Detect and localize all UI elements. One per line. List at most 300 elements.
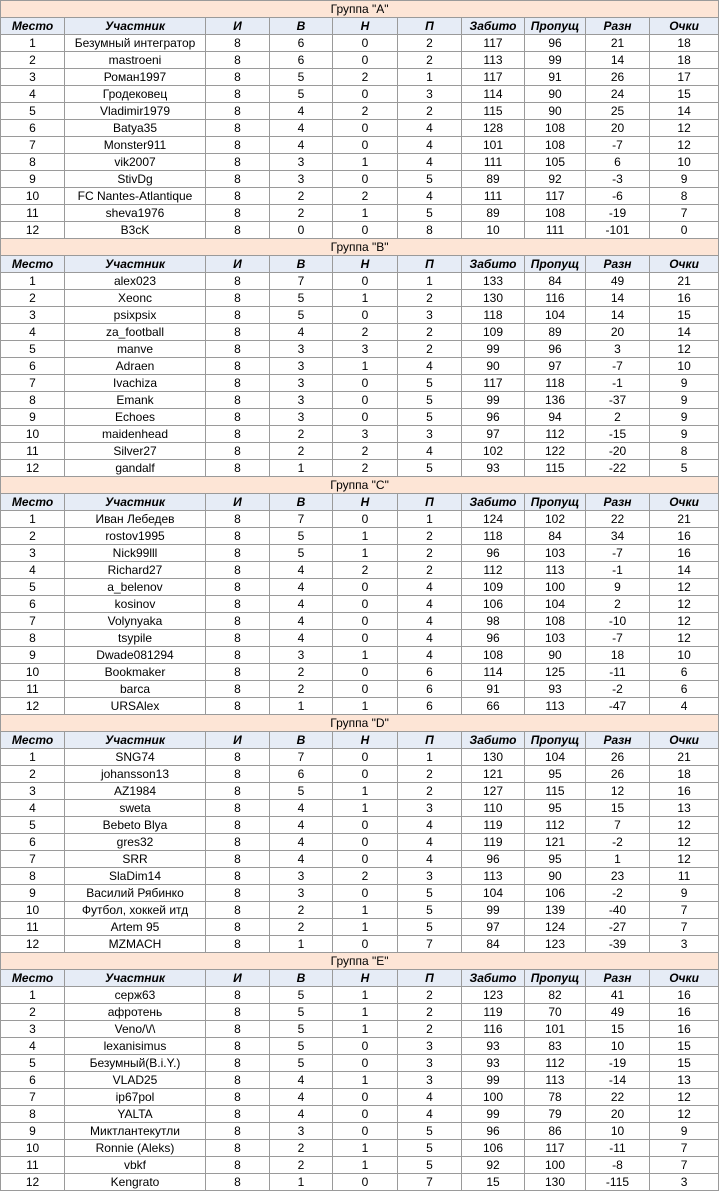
table-row [1,1055,719,1072]
participant-cell: Ivachiza [65,375,206,392]
table-cell: 12 [650,851,719,868]
table-cell: 16 [650,987,719,1004]
table-cell: 21 [650,273,719,290]
table-cell: 8 [206,120,270,137]
table-cell: 8 [206,749,270,766]
table-cell: 8 [1,392,65,409]
table-cell: 9 [1,885,65,902]
table-cell: 9 [650,1123,719,1140]
participant-cell: Гродековец [65,86,206,103]
table-cell: 3 [586,341,650,358]
table-cell: 0 [333,596,398,613]
table-cell: 11 [650,868,719,885]
table-cell: 0 [333,1123,398,1140]
table-cell: -19 [586,205,650,222]
table-cell: 1 [1,273,65,290]
table-cell: 119 [462,834,525,851]
table-cell: 4 [270,324,333,341]
table-cell: 1 [398,273,462,290]
table-cell: 94 [525,409,586,426]
table-cell: 12 [1,222,65,239]
table-cell: 4 [270,1106,333,1123]
table-cell: 0 [333,1174,398,1191]
participant-cell: rostov1995 [65,528,206,545]
table-cell: 12 [650,613,719,630]
table-cell: 9 [650,392,719,409]
participant-cell: Ronnie (Aleks) [65,1140,206,1157]
table-cell: 3 [270,358,333,375]
column-header: Разн [586,732,650,749]
table-cell: 0 [270,222,333,239]
table-cell: 5 [270,1021,333,1038]
table-row [1,817,719,834]
participant-cell: Echoes [65,409,206,426]
table-cell: 0 [333,137,398,154]
table-cell: 15 [586,1021,650,1038]
table-cell: 2 [1,528,65,545]
table-row [1,698,719,715]
table-cell: 90 [525,647,586,664]
table-row [1,205,719,222]
table-cell: 8 [1,630,65,647]
table-cell: 112 [525,817,586,834]
table-cell: 8 [206,936,270,953]
column-header: Разн [586,970,650,987]
table-cell: 41 [586,987,650,1004]
table-cell: 1 [270,1174,333,1191]
participant-cell: афротень [65,1004,206,1021]
table-cell: 4 [270,630,333,647]
table-cell: 66 [462,698,525,715]
table-cell: 114 [462,664,525,681]
participant-cell: maidenhead [65,426,206,443]
table-cell: 89 [525,324,586,341]
participant-cell: barca [65,681,206,698]
table-cell: 8 [206,35,270,52]
table-cell: 8 [206,613,270,630]
table-cell: 14 [586,307,650,324]
column-header: Участник [65,18,206,35]
table-cell: 21 [650,749,719,766]
group-title: Группа "A" [1,1,719,18]
table-row [1,358,719,375]
table-cell: 4 [398,613,462,630]
table-cell: 2 [333,188,398,205]
table-cell: 14 [586,290,650,307]
table-cell: 119 [462,817,525,834]
participant-cell: Безумный интегратор [65,35,206,52]
table-cell: 12 [1,460,65,477]
table-cell: 4 [398,1106,462,1123]
table-cell: 21 [586,35,650,52]
table-cell: 114 [462,86,525,103]
table-cell: 104 [525,307,586,324]
table-cell: 117 [462,35,525,52]
participant-cell: gres32 [65,834,206,851]
table-cell: 8 [206,1004,270,1021]
table-cell: 3 [270,885,333,902]
table-cell: 0 [333,86,398,103]
column-header: Очки [650,732,719,749]
table-cell: 7 [270,511,333,528]
participant-cell: ip67pol [65,1089,206,1106]
table-cell: 8 [206,222,270,239]
participant-cell: alex023 [65,273,206,290]
table-cell: 12 [650,630,719,647]
table-cell: 116 [462,1021,525,1038]
table-cell: 11 [1,1157,65,1174]
table-cell: 26 [586,749,650,766]
table-cell: 90 [525,103,586,120]
table-row [1,579,719,596]
table-cell: 8 [206,902,270,919]
table-cell: 8 [206,171,270,188]
table-cell: 123 [462,987,525,1004]
table-cell: 8 [206,86,270,103]
table-row [1,528,719,545]
participant-cell: Emank [65,392,206,409]
table-cell: 5 [398,1157,462,1174]
table-cell: 110 [462,800,525,817]
column-header: П [398,256,462,273]
table-cell: 0 [333,273,398,290]
table-cell: 2 [398,783,462,800]
table-cell: 12 [586,783,650,800]
column-header: Пропущ [525,18,586,35]
table-cell: 5 [398,902,462,919]
table-row [1,851,719,868]
table-cell: -101 [586,222,650,239]
participant-cell: Миктлантекутли [65,1123,206,1140]
participant-cell: Bebeto Blya [65,817,206,834]
table-cell: 3 [398,1055,462,1072]
table-cell: 103 [525,545,586,562]
table-row [1,749,719,766]
table-cell: 4 [398,851,462,868]
table-cell: 78 [525,1089,586,1106]
table-cell: 100 [525,1157,586,1174]
table-cell: 8 [206,1072,270,1089]
table-cell: 8 [206,647,270,664]
table-row [1,885,719,902]
table-cell: 9 [650,426,719,443]
table-cell: 8 [206,1055,270,1072]
table-row [1,1174,719,1191]
table-row [1,936,719,953]
table-cell: 5 [1,103,65,120]
table-cell: 7 [650,1140,719,1157]
table-cell: 0 [333,817,398,834]
table-cell: 130 [525,1174,586,1191]
table-cell: 2 [398,987,462,1004]
column-header: Очки [650,970,719,987]
table-cell: 127 [462,783,525,800]
group-e-title-row [1,953,719,970]
table-row [1,324,719,341]
table-cell: 1 [1,987,65,1004]
table-cell: 0 [650,222,719,239]
table-cell: 12 [650,579,719,596]
table-cell: -7 [586,630,650,647]
table-cell: 8 [206,868,270,885]
table-cell: 3 [398,1038,462,1055]
table-cell: 4 [398,137,462,154]
table-cell: 3 [1,69,65,86]
table-cell: 2 [270,1140,333,1157]
table-cell: 0 [333,851,398,868]
table-cell: 0 [333,749,398,766]
table-cell: 96 [462,630,525,647]
table-cell: 2 [333,443,398,460]
table-cell: 89 [462,171,525,188]
table-cell: 121 [525,834,586,851]
table-cell: 93 [462,460,525,477]
table-cell: 105 [525,154,586,171]
table-cell: 113 [525,698,586,715]
participant-cell: SRR [65,851,206,868]
column-header: Забито [462,494,525,511]
table-cell: 1 [333,919,398,936]
table-cell: 91 [525,69,586,86]
table-cell: 0 [333,1106,398,1123]
table-cell: 103 [525,630,586,647]
table-cell: 4 [1,86,65,103]
column-header: В [270,18,333,35]
table-cell: 17 [650,69,719,86]
table-cell: 96 [525,35,586,52]
participant-cell: SlaDim14 [65,868,206,885]
table-row [1,511,719,528]
table-row [1,902,719,919]
table-cell: -40 [586,902,650,919]
table-cell: 101 [525,1021,586,1038]
table-cell: 4 [270,834,333,851]
table-cell: 3 [398,1072,462,1089]
table-cell: -20 [586,443,650,460]
table-cell: 7 [650,205,719,222]
table-cell: 4 [270,120,333,137]
participant-cell: Artem 95 [65,919,206,936]
table-cell: 1 [333,902,398,919]
table-cell: 49 [586,273,650,290]
table-cell: 12 [650,120,719,137]
table-cell: 121 [462,766,525,783]
table-cell: 117 [462,69,525,86]
table-cell: 5 [1,817,65,834]
table-cell: 5 [398,885,462,902]
table-cell: 130 [462,290,525,307]
table-cell: -10 [586,613,650,630]
table-cell: 7 [650,902,719,919]
table-cell: 8 [206,154,270,171]
table-cell: 92 [462,1157,525,1174]
table-cell: 8 [206,1157,270,1174]
table-cell: 8 [206,1089,270,1106]
participant-cell: mastroeni [65,52,206,69]
column-header: Разн [586,256,650,273]
table-cell: 8 [206,426,270,443]
participant-cell: Veno/\/\ [65,1021,206,1038]
table-cell: 8 [206,681,270,698]
participant-cell: Monster911 [65,137,206,154]
table-cell: 12 [650,596,719,613]
table-cell: 2 [1,1004,65,1021]
table-cell: 5 [398,919,462,936]
column-header: Забито [462,732,525,749]
table-cell: 5 [270,1038,333,1055]
column-header: Разн [586,494,650,511]
table-cell: 7 [270,273,333,290]
column-header: И [206,494,270,511]
table-cell: 125 [525,664,586,681]
table-cell: 1 [333,698,398,715]
table-row [1,52,719,69]
table-cell: 96 [462,851,525,868]
table-cell: 0 [333,511,398,528]
table-cell: -27 [586,919,650,936]
table-cell: 97 [462,919,525,936]
table-cell: -19 [586,1055,650,1072]
table-cell: 3 [270,392,333,409]
table-cell: 8 [206,511,270,528]
table-cell: 5 [398,171,462,188]
table-cell: 3 [650,1174,719,1191]
table-cell: 21 [650,511,719,528]
table-cell: 86 [525,1123,586,1140]
table-cell: 5 [398,460,462,477]
table-cell: 8 [206,69,270,86]
column-header: И [206,970,270,987]
table-cell: 6 [650,681,719,698]
table-cell: 8 [206,1106,270,1123]
table-cell: 6 [650,664,719,681]
table-cell: 119 [462,1004,525,1021]
column-header: И [206,256,270,273]
table-cell: 99 [462,902,525,919]
table-cell: 10 [650,358,719,375]
table-cell: 90 [525,86,586,103]
table-cell: 8 [650,443,719,460]
column-header-row [1,494,719,511]
table-cell: 23 [586,868,650,885]
table-cell: 8 [206,103,270,120]
table-cell: -37 [586,392,650,409]
table-cell: 6 [1,120,65,137]
table-cell: 5 [398,409,462,426]
table-cell: 83 [525,1038,586,1055]
table-cell: 25 [586,103,650,120]
table-cell: 4 [270,1072,333,1089]
table-cell: 8 [206,341,270,358]
table-cell: 0 [333,664,398,681]
table-cell: 117 [525,188,586,205]
table-cell: 6 [586,154,650,171]
table-cell: 10 [1,188,65,205]
table-cell: 8 [206,596,270,613]
table-cell: 2 [270,664,333,681]
table-cell: 5 [650,460,719,477]
table-cell: 4 [398,120,462,137]
column-header: П [398,970,462,987]
participant-cell: Vladimir1979 [65,103,206,120]
table-cell: 2 [333,562,398,579]
table-cell: 16 [650,528,719,545]
table-cell: 9 [650,375,719,392]
table-cell: 104 [525,596,586,613]
table-cell: 4 [398,443,462,460]
column-header: В [270,256,333,273]
table-row [1,137,719,154]
table-cell: 89 [462,205,525,222]
table-cell: 14 [650,324,719,341]
table-cell: 18 [650,52,719,69]
column-header: Очки [650,494,719,511]
table-cell: 9 [650,885,719,902]
table-cell: 0 [333,171,398,188]
table-cell: 2 [270,919,333,936]
table-cell: 8 [206,1021,270,1038]
table-cell: 111 [462,154,525,171]
table-cell: 3 [270,154,333,171]
table-row [1,460,719,477]
table-cell: 8 [650,188,719,205]
column-header: Очки [650,18,719,35]
table-cell: 3 [270,647,333,664]
table-cell: 22 [586,1089,650,1106]
participant-cell: sweta [65,800,206,817]
participant-cell: FC Nantes-Atlantique [65,188,206,205]
table-cell: 2 [398,103,462,120]
table-cell: 99 [462,392,525,409]
table-cell: 8 [206,766,270,783]
table-cell: 8 [1,154,65,171]
table-row [1,919,719,936]
table-row [1,596,719,613]
table-cell: 79 [525,1106,586,1123]
column-header: Место [1,970,65,987]
table-cell: 13 [650,800,719,817]
table-cell: 12 [650,834,719,851]
table-cell: 4 [398,647,462,664]
table-cell: 8 [206,1140,270,1157]
table-cell: 4 [398,579,462,596]
participant-cell: a_belenov [65,579,206,596]
table-cell: 7 [1,375,65,392]
participant-cell: johansson13 [65,766,206,783]
table-cell: 2 [398,290,462,307]
table-cell: 4 [270,1089,333,1106]
table-cell: 97 [525,358,586,375]
table-cell: 26 [586,766,650,783]
table-cell: 2 [270,426,333,443]
table-cell: 115 [462,103,525,120]
participant-cell: Роман1997 [65,69,206,86]
table-cell: 0 [333,681,398,698]
participant-cell: серж63 [65,987,206,1004]
table-cell: 3 [1,545,65,562]
table-cell: 7 [1,613,65,630]
table-row [1,800,719,817]
table-cell: 4 [1,800,65,817]
table-cell: 11 [1,443,65,460]
table-cell: 8 [206,1174,270,1191]
table-cell: 109 [462,324,525,341]
table-cell: 5 [1,1055,65,1072]
table-cell: 2 [333,324,398,341]
table-cell: 124 [462,511,525,528]
table-cell: 0 [333,35,398,52]
table-cell: 2 [586,409,650,426]
